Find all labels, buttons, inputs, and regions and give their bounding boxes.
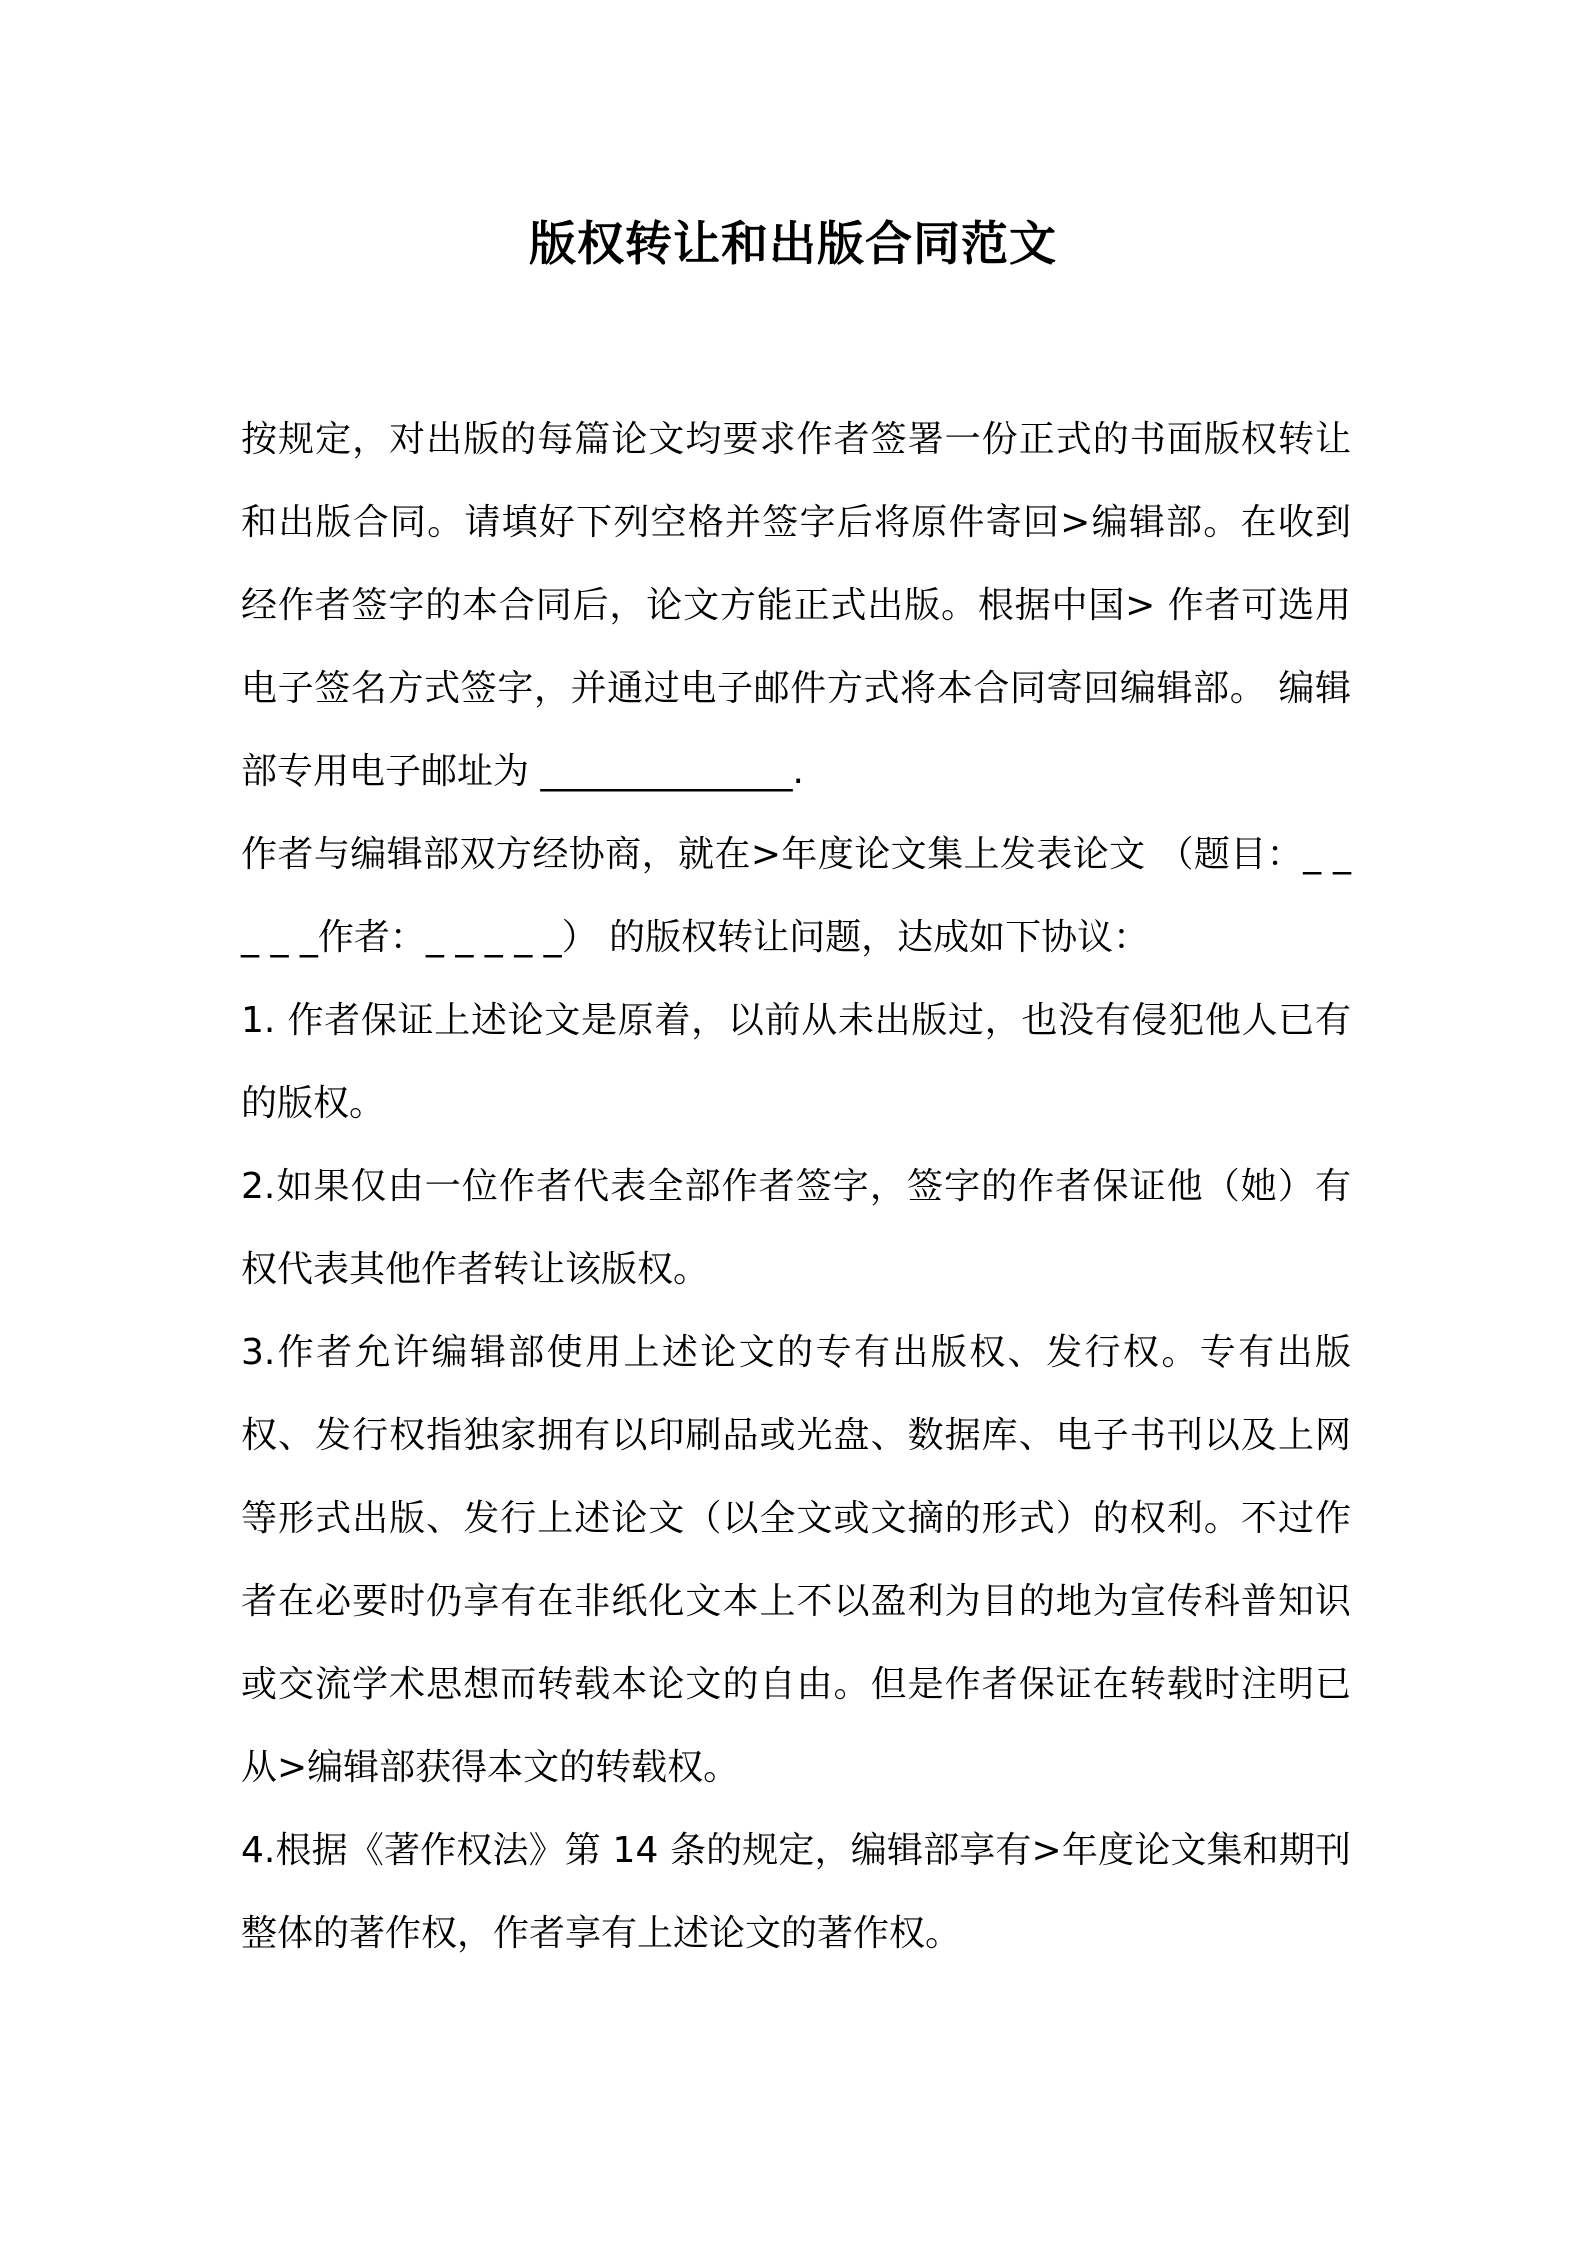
paragraph-intro: 按规定，对出版的每篇论文均要求作者签署一份正式的书面版权转让和出版合同。请填好下列空格并签字后将原件寄回>编辑部。在收到经作者签字的本合同后，论文方能正式出版。根据中国> 作者可选用电子签名方式签字，并通过电子邮件方式将本合同寄回编辑部。 编辑部专用电子邮址为 ______________. bbox=[241, 419, 1351, 792]
clause-2: 2.如果仅由一位作者代表全部作者签字，签字的作者保证他（她）有权代表其他作者转让该版权。 bbox=[241, 1166, 1351, 1290]
clause-4: 4.根据《著作权法》第 14 条的规定，编辑部享有>年度论文集和期刊整体的著作权，作者享有上述论文的著作权。 bbox=[241, 1830, 1351, 1954]
clause-3: 3.作者允许编辑部使用上述论文的专有出版权、发行权。专有出版权、发行权指独家拥有以印刷品或光盘、数据库、电子书刊以及上网等形式出版、发行上述论文（以全文或文摘的形式）的权利。不过作者在必要时仍享有在非纸化文本上不以盈利为目的地为宣传科普知识或交流学术思想而转载本论文的自由。但是作者保证在转载时注明已从>编辑部获得本文的转载权。 bbox=[241, 1332, 1351, 1788]
document-body bbox=[241, 398, 1363, 1975]
clause-1: 1. 作者保证上述论文是原着，以前从未出版过，也没有侵犯他人已有的版权。 bbox=[241, 1000, 1351, 1124]
document-title: 版权转让和出版合同范文 bbox=[529, 217, 1057, 272]
paragraph-agreement: 作者与编辑部双方经协商，就在>年度论文集上发表论文 （题目：_ _ _ _ _作者：_ _ _ _ _） 的版权转让问题，达成如下协议： bbox=[241, 834, 1363, 958]
